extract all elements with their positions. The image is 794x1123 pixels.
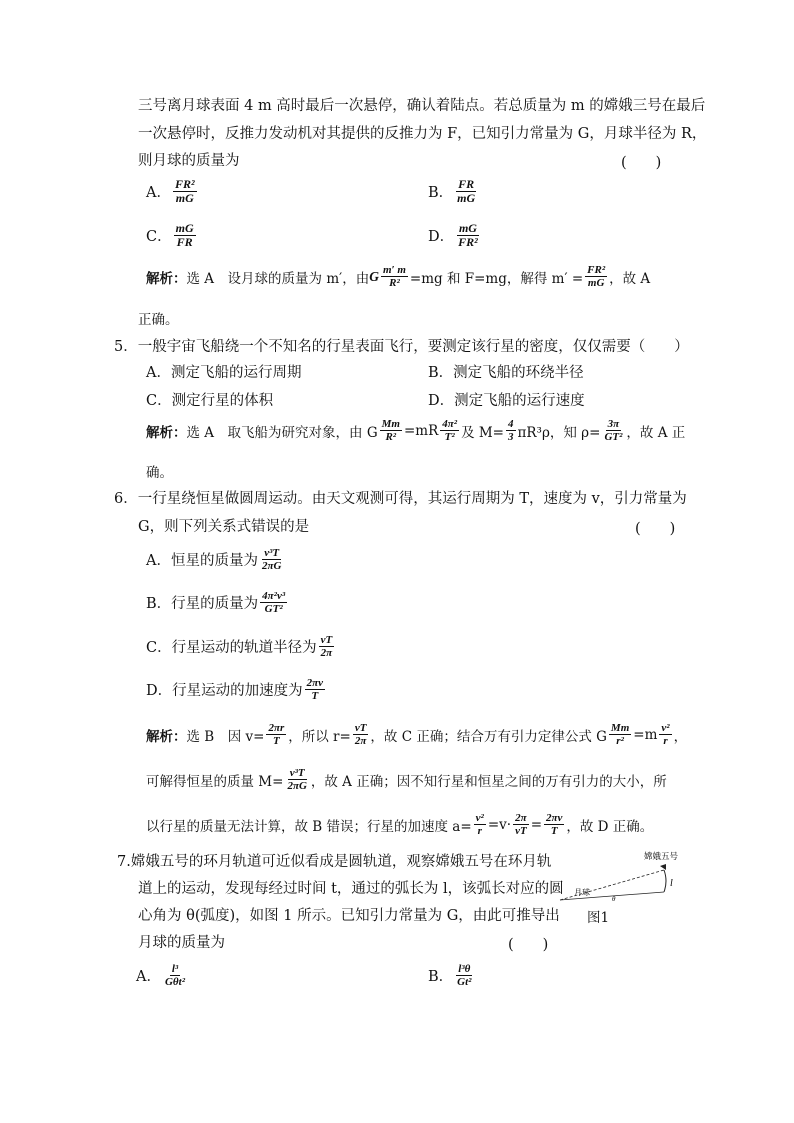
q6-line2: G，则下列关系式错误的是 [138,519,310,535]
q5-option-c[interactable]: C．测定行星的体积 [146,393,274,409]
q7-line3: 心角为 θ(弧度)，如图 1 所示。已知引力常量为 G，由此可推导出 [138,908,560,924]
q7-line4: 月球的质量为 [138,935,225,951]
q4-option-b[interactable]: B． $\frac{FR}{mG}$ [428,177,476,205]
spacecraft-marker [660,864,666,870]
q6-option-b[interactable]: B．行星的质量为 $\frac{\text{4π²v³}}{\text{GT²}}$ [146,590,286,615]
q6-line1: 6．一行星绕恒星做圆周运动。由天文观测可得，其运行周期为 T，速度为 v，引力常量为 [114,491,687,507]
q4-option-d[interactable]: D． $\frac{mG}{\text{FR²}}$ [428,221,478,249]
q7-answer-paren: ( ) [508,937,549,953]
q6-answer-paren: ( ) [635,521,676,537]
q5-option-b[interactable]: B．测定飞船的环绕半径 [428,365,584,381]
q4-option-c[interactable]: C． $\frac{mG}{FR}$ [146,221,194,249]
q4-analysis-line2: 正确。 [138,312,179,328]
q4-line2: 一次悬停时，反推力发动机对其提供的反推力为 F，已知引力常量为 G，月球半径为 R， [138,126,707,142]
q7-line1: 7.嫦娥五号的环月轨道可近似看成是圆轨道，观察嫦娥五号在环月轨 [117,854,552,870]
q6-option-d[interactable]: D．行星运动的加速度为 $\frac{2\pi v}{T}$ [146,677,324,702]
q6-analysis-line3: 以行星的质量无法计算，故 B 错误；行星的加速度 a= $\frac{\text{v²}}{r}$ =v· $\frac{2\pi}{vT}$ = $\frac{2\pi v}{T}$ ，故 D 正确。 [146,812,654,837]
q6-analysis-line1: 解析： 选 B 因 v= $\frac{2\pi r}{T}$ ，所以 r= $\frac{vT}{2\pi}$ ，故 C 正确；结合万有引力定律公式 G $\frac{Mm}{\text{r²}}$ =m $\frac{\text{v²}}{r}$ ， [146,722,688,747]
arc-length [664,870,666,892]
q5-analysis: 解析： 选 A 取飞船为研究对象，由 G $\frac{Mm}{\text{R²}}$ =mR $\frac{\text{4π²}}{\text{T²}}$ 及 M= $\frac{4}{3}$ πR³ρ，知 ρ= $\frac{3\pi}{\text{GT²}}$ ，故 A 正 [146,418,686,443]
q6-analysis-line2: 可解得恒星的质量 M= $\frac{\text{v³T}}{2\pi G}$ ，故 A 正确；因不知行星和恒星之间的万有引力的大小，所 [146,767,667,792]
q7-option-b[interactable]: B． $\frac{\text{l³θ}}{\text{Gt²}}$ [428,963,472,988]
q5-option-a[interactable]: A．测定飞船的运行周期 [146,365,302,381]
q6-option-c[interactable]: C．行星运动的轨道半径为 $\frac{vT}{2\pi}$ [146,634,333,659]
spacecraft-label: 嫦娥五号 [644,852,679,862]
q6-option-a[interactable]: A．恒星的质量为 $\frac{\text{v³T}}{2\pi G}$ [146,547,282,572]
q7-line2: 道上的运动，发现每经过时间 t，通过的弧长为 l，该弧长对应的圆 [138,881,564,897]
figure-caption: 图1 [587,910,610,926]
q5-analysis-line2: 确。 [146,465,173,481]
theta-label: θ [612,895,616,903]
q4-option-a[interactable]: A． $\frac{\text{FR²}}{mG}$ [146,177,195,205]
q5-stem: 5．一般宇宙飞船绕一个不知名的行星表面飞行，要测定该行星的密度，仅仅需要（ ） [114,339,689,355]
q4-analysis: 解析： 选 A 设月球的质量为 m′，由 G $\frac{m' m}{\text{R²}}$ =mg 和 F=mg，解得 m′ = $\frac{\text{FR²}}{mG}$ ，故 A [146,264,651,289]
arc-l-label: l [670,878,673,889]
q4-answer-paren: ( ) [621,155,662,171]
figure-1 [552,848,694,934]
moon-label: 月球 [574,888,590,897]
q4-line1: 三号离月球表面 4 m 高时最后一次悬停，确认着陆点。若总质量为 m 的嫦娥三号在最后 [138,98,706,114]
orbit-diagram [552,848,694,914]
q7-option-a[interactable]: A． $\frac{\text{l³}}{\text{Gθt²}}$ [136,963,185,988]
q4-line3: 则月球的质量为 [138,153,240,169]
q5-option-d[interactable]: D．测定飞船的运行速度 [428,393,585,409]
